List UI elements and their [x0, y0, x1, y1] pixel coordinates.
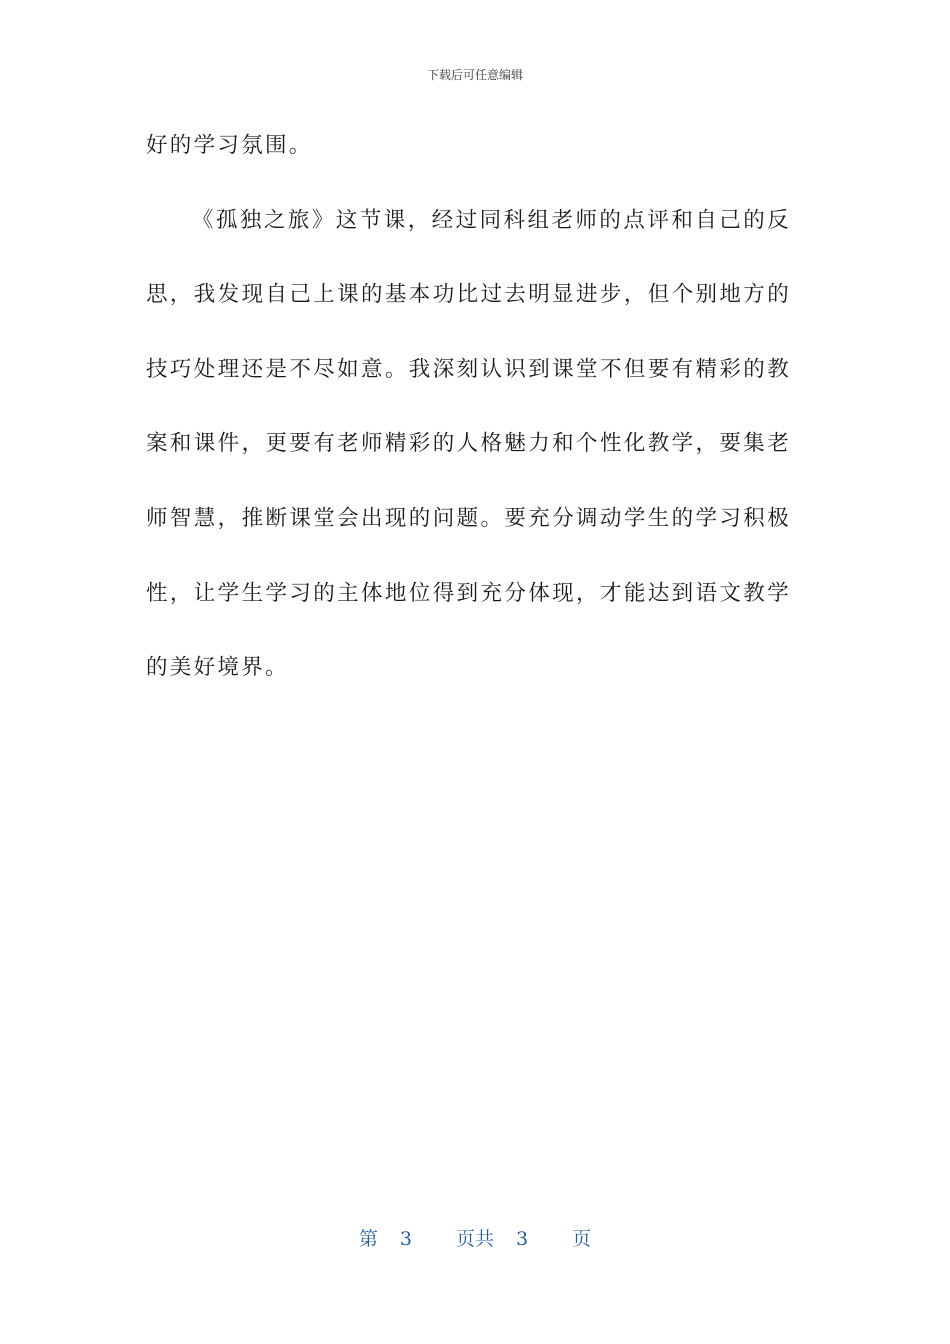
document-body	[146, 109, 791, 706]
page-header: 下载后可任意编辑	[426, 68, 523, 82]
current-page-number: 3	[399, 1228, 412, 1250]
page-label-suffix: 页	[572, 1228, 592, 1250]
paragraph-2: 《孤独之旅》这节课，经过同科组老师的点评和自己的反思，我发现自己上课的基本功比过去明显进步，但个别地方的技巧处理还是不尽如意。我深刻认识到课堂不但要有精彩的教案和课件，更要有老师精彩的人格魅力和个性化教学，要集老师智慧，推断课堂会出现的问题。要充分调动学生的学习积极性，让学生学习的主体地位得到充分体现，才能达到语文教学的美好境界。	[146, 207, 791, 681]
paragraph-1: 好的学习氛围。	[146, 133, 313, 158]
page-footer	[0, 1224, 950, 1251]
total-pages-number: 3	[516, 1228, 529, 1250]
page-label-mid: 页共	[455, 1228, 494, 1250]
page-label-prefix: 第	[358, 1228, 378, 1250]
